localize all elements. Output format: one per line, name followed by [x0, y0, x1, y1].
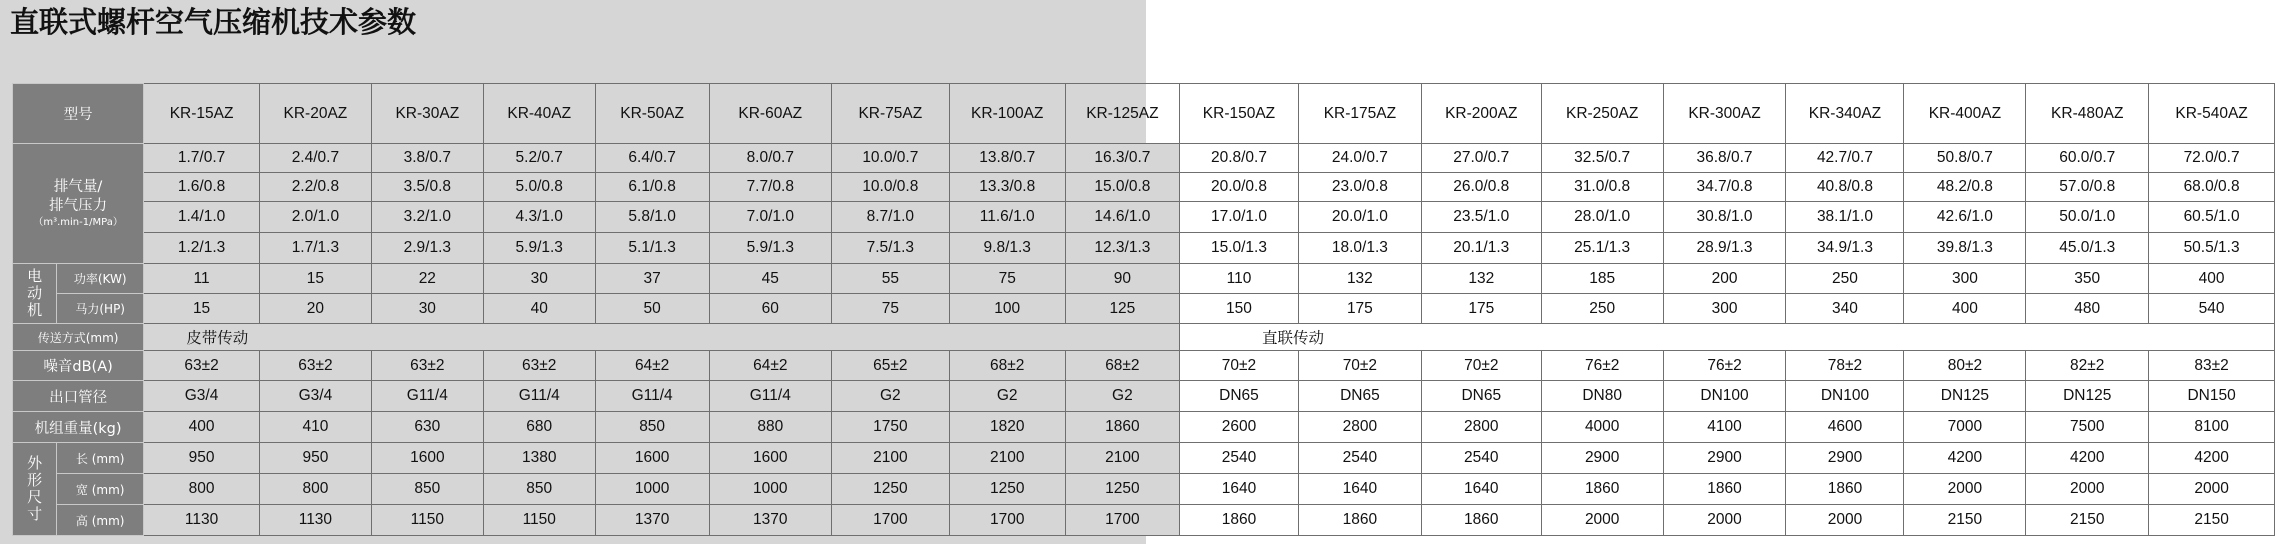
flow-pressure-cell: 50.0/1.0: [2026, 202, 2149, 233]
outlet-cell: DN100: [1786, 381, 1904, 412]
horsepower-cell: 60: [709, 294, 831, 324]
table-header-row: [13, 84, 2275, 144]
noise-cell: 70±2: [1298, 351, 1421, 381]
power-cell: 75: [949, 264, 1065, 294]
flow-pressure-cell: 1.6/0.8: [144, 173, 260, 202]
flow-pressure-cell: 72.0/0.7: [2149, 144, 2275, 173]
outlet-cell: G2: [1065, 381, 1179, 412]
height-label: 高 (mm): [57, 505, 144, 536]
dimension-char: 形: [27, 471, 43, 489]
noise-cell: 82±2: [2026, 351, 2149, 381]
flow-pressure-cell: 20.1/1.3: [1421, 233, 1541, 264]
flow-pressure-cell: 68.0/0.8: [2149, 173, 2275, 202]
model-header: KR-200AZ: [1421, 84, 1541, 144]
flow-pressure-cell: 24.0/0.7: [1298, 144, 1421, 173]
width-cell: 1860: [1786, 474, 1904, 505]
flow-label-line1: 排气量/: [53, 179, 103, 195]
height-cell: 2150: [2149, 505, 2275, 536]
flow-pressure-cell: 18.0/1.3: [1298, 233, 1421, 264]
flow-pressure-cell: 1.7/0.7: [144, 144, 260, 173]
height-cell: 2150: [1904, 505, 2026, 536]
height-cell: 1370: [595, 505, 709, 536]
model-header: KR-400AZ: [1904, 84, 2026, 144]
model-header: KR-480AZ: [2026, 84, 2149, 144]
power-cell: 90: [1065, 264, 1179, 294]
flow-pressure-cell: 13.3/0.8: [949, 173, 1065, 202]
flow-pressure-cell: 6.1/0.8: [595, 173, 709, 202]
motor-char: 机: [27, 301, 43, 319]
length-cell: 2900: [1541, 443, 1663, 474]
weight-cell: 1820: [949, 412, 1065, 443]
flow-pressure-cell: 20.8/0.7: [1179, 144, 1298, 173]
width-row: [13, 474, 2275, 505]
power-cell: 250: [1786, 264, 1904, 294]
width-cell: 1640: [1421, 474, 1541, 505]
model-header: KR-100AZ: [949, 84, 1065, 144]
flow-pressure-cell: 3.5/0.8: [371, 173, 483, 202]
noise-cell: 78±2: [1786, 351, 1904, 381]
flow-pressure-cell: 10.0/0.8: [832, 173, 950, 202]
flow-pressure-row: [13, 202, 2275, 233]
flow-label-line2: 排气压力: [49, 198, 108, 214]
belt-drive-cell: 皮带传动: [144, 324, 1180, 351]
outlet-cell: DN65: [1298, 381, 1421, 412]
weight-cell: 4100: [1663, 412, 1786, 443]
outlet-label: 出口管径: [13, 381, 144, 412]
width-cell: 1250: [832, 474, 950, 505]
flow-pressure-cell: 42.7/0.7: [1786, 144, 1904, 173]
horsepower-cell: 340: [1786, 294, 1904, 324]
outlet-cell: DN125: [1904, 381, 2026, 412]
width-cell: 2000: [2026, 474, 2149, 505]
flow-pressure-cell: 23.5/1.0: [1421, 202, 1541, 233]
flow-pressure-row: [13, 233, 2275, 264]
length-cell: 2540: [1179, 443, 1298, 474]
page-title: 直联式螺杆空气压缩机技术参数: [10, 5, 417, 39]
horsepower-cell: 480: [2026, 294, 2149, 324]
horsepower-cell: 100: [949, 294, 1065, 324]
weight-cell: 8100: [2149, 412, 2275, 443]
width-cell: 2000: [1904, 474, 2026, 505]
height-cell: 1130: [259, 505, 371, 536]
weight-cell: 2800: [1298, 412, 1421, 443]
height-cell: 1700: [1065, 505, 1179, 536]
power-cell: 11: [144, 264, 260, 294]
length-cell: 2100: [832, 443, 950, 474]
flow-pressure-cell: 16.3/0.7: [1065, 144, 1179, 173]
height-cell: 1150: [483, 505, 595, 536]
outlet-cell: G2: [832, 381, 950, 412]
weight-cell: 880: [709, 412, 831, 443]
flow-pressure-cell: 5.2/0.7: [483, 144, 595, 173]
horsepower-cell: 175: [1421, 294, 1541, 324]
height-cell: 1700: [832, 505, 950, 536]
flow-pressure-cell: 17.0/1.0: [1179, 202, 1298, 233]
model-header: KR-175AZ: [1298, 84, 1421, 144]
noise-cell: 63±2: [259, 351, 371, 381]
power-cell: 300: [1904, 264, 2026, 294]
horsepower-cell: 30: [371, 294, 483, 324]
length-label: 长 (mm): [57, 443, 144, 474]
height-cell: 2000: [1663, 505, 1786, 536]
height-cell: 1860: [1179, 505, 1298, 536]
flow-pressure-cell: 5.1/1.3: [595, 233, 709, 264]
flow-pressure-cell: 3.8/0.7: [371, 144, 483, 173]
model-header: KR-60AZ: [709, 84, 831, 144]
length-cell: 2100: [949, 443, 1065, 474]
motor-power-row: [13, 264, 2275, 294]
weight-cell: 680: [483, 412, 595, 443]
length-cell: 2540: [1298, 443, 1421, 474]
flow-pressure-row: [13, 144, 2275, 173]
flow-pressure-cell: 14.6/1.0: [1065, 202, 1179, 233]
flow-pressure-cell: 20.0/1.0: [1298, 202, 1421, 233]
dimension-char: 尺: [27, 488, 43, 506]
power-cell: 110: [1179, 264, 1298, 294]
weight-cell: 2600: [1179, 412, 1298, 443]
height-cell: 2000: [1786, 505, 1904, 536]
model-header: KR-40AZ: [483, 84, 595, 144]
flow-pressure-cell: 1.2/1.3: [144, 233, 260, 264]
width-cell: 1250: [949, 474, 1065, 505]
length-cell: 4200: [2149, 443, 2275, 474]
width-cell: 1250: [1065, 474, 1179, 505]
motor-char: 电: [27, 267, 43, 285]
weight-cell: 4000: [1541, 412, 1663, 443]
width-cell: 1640: [1179, 474, 1298, 505]
flow-pressure-cell: 36.8/0.7: [1663, 144, 1786, 173]
power-cell: 400: [2149, 264, 2275, 294]
power-cell: 45: [709, 264, 831, 294]
model-header: KR-340AZ: [1786, 84, 1904, 144]
flow-pressure-cell: 40.8/0.8: [1786, 173, 1904, 202]
flow-pressure-cell: 15.0/1.3: [1179, 233, 1298, 264]
flow-pressure-cell: 2.9/1.3: [371, 233, 483, 264]
motor-horsepower-row: [13, 294, 2275, 324]
flow-pressure-cell: 9.8/1.3: [949, 233, 1065, 264]
horsepower-cell: 175: [1298, 294, 1421, 324]
transmission-label: 传送方式(mm): [13, 324, 144, 351]
noise-label: 噪音dB(A): [13, 351, 144, 381]
length-cell: 4200: [2026, 443, 2149, 474]
flow-pressure-cell: 13.8/0.7: [949, 144, 1065, 173]
flow-pressure-row: [13, 173, 2275, 202]
weight-cell: 400: [144, 412, 260, 443]
width-cell: 800: [144, 474, 260, 505]
width-label: 宽 (mm): [57, 474, 144, 505]
model-header: KR-30AZ: [371, 84, 483, 144]
power-cell: 132: [1421, 264, 1541, 294]
length-cell: 2540: [1421, 443, 1541, 474]
outlet-cell: DN65: [1179, 381, 1298, 412]
outlet-cell: DN65: [1421, 381, 1541, 412]
flow-pressure-cell: 5.9/1.3: [483, 233, 595, 264]
noise-cell: 63±2: [371, 351, 483, 381]
weight-cell: 1860: [1065, 412, 1179, 443]
flow-pressure-cell: 8.7/1.0: [832, 202, 950, 233]
flow-pressure-cell: 6.4/0.7: [595, 144, 709, 173]
length-row: [13, 443, 2275, 474]
outlet-cell: DN125: [2026, 381, 2149, 412]
weight-cell: 4600: [1786, 412, 1904, 443]
width-cell: 1860: [1541, 474, 1663, 505]
flow-pressure-cell: 7.7/0.8: [709, 173, 831, 202]
height-cell: 1150: [371, 505, 483, 536]
flow-pressure-cell: 3.2/1.0: [371, 202, 483, 233]
weight-cell: 7000: [1904, 412, 2026, 443]
flow-pressure-cell: 2.2/0.8: [259, 173, 371, 202]
flow-pressure-cell: 10.0/0.7: [832, 144, 950, 173]
height-cell: 1130: [144, 505, 260, 536]
flow-pressure-cell: 45.0/1.3: [2026, 233, 2149, 264]
flow-pressure-cell: 15.0/0.8: [1065, 173, 1179, 202]
noise-cell: 68±2: [949, 351, 1065, 381]
flow-pressure-cell: 39.8/1.3: [1904, 233, 2026, 264]
model-header: KR-20AZ: [259, 84, 371, 144]
flow-pressure-cell: 50.5/1.3: [2149, 233, 2275, 264]
noise-cell: 64±2: [595, 351, 709, 381]
horsepower-cell: 15: [144, 294, 260, 324]
flow-pressure-cell: 57.0/0.8: [2026, 173, 2149, 202]
outlet-cell: G3/4: [259, 381, 371, 412]
power-cell: 30: [483, 264, 595, 294]
height-cell: 2150: [2026, 505, 2149, 536]
model-header: KR-50AZ: [595, 84, 709, 144]
horsepower-cell: 150: [1179, 294, 1298, 324]
length-cell: 4200: [1904, 443, 2026, 474]
width-cell: 1000: [709, 474, 831, 505]
noise-cell: 63±2: [144, 351, 260, 381]
flow-pressure-cell: 31.0/0.8: [1541, 173, 1663, 202]
flow-pressure-cell: 60.5/1.0: [2149, 202, 2275, 233]
outlet-row: [13, 381, 2275, 412]
noise-cell: 76±2: [1541, 351, 1663, 381]
outlet-cell: G11/4: [371, 381, 483, 412]
width-cell: 800: [259, 474, 371, 505]
flow-pressure-cell: 26.0/0.8: [1421, 173, 1541, 202]
width-cell: 1000: [595, 474, 709, 505]
power-cell: 185: [1541, 264, 1663, 294]
outlet-cell: G11/4: [483, 381, 595, 412]
model-header: KR-75AZ: [832, 84, 950, 144]
outlet-cell: DN150: [2149, 381, 2275, 412]
noise-cell: 65±2: [832, 351, 950, 381]
height-row: [13, 505, 2275, 536]
flow-pressure-cell: 23.0/0.8: [1298, 173, 1421, 202]
length-cell: 1600: [709, 443, 831, 474]
height-cell: 1860: [1298, 505, 1421, 536]
length-cell: 2900: [1663, 443, 1786, 474]
noise-cell: 76±2: [1663, 351, 1786, 381]
flow-pressure-cell: 4.3/1.0: [483, 202, 595, 233]
flow-pressure-label: [13, 144, 144, 264]
weight-cell: 2800: [1421, 412, 1541, 443]
noise-cell: 64±2: [709, 351, 831, 381]
model-header: KR-15AZ: [144, 84, 260, 144]
power-cell: 55: [832, 264, 950, 294]
flow-unit-label: （m³.min-1/MPa）: [33, 217, 123, 228]
motor-char: 动: [27, 284, 43, 302]
horsepower-cell: 75: [832, 294, 950, 324]
motor-label: [13, 264, 57, 324]
transmission-row: [13, 324, 2275, 351]
outlet-cell: G11/4: [709, 381, 831, 412]
width-cell: 1640: [1298, 474, 1421, 505]
flow-pressure-cell: 38.1/1.0: [1786, 202, 1904, 233]
horsepower-cell: 50: [595, 294, 709, 324]
weight-cell: 410: [259, 412, 371, 443]
noise-row: [13, 351, 2275, 381]
outlet-cell: DN100: [1663, 381, 1786, 412]
weight-cell: 850: [595, 412, 709, 443]
model-header: KR-540AZ: [2149, 84, 2275, 144]
horsepower-cell: 250: [1541, 294, 1663, 324]
power-cell: 350: [2026, 264, 2149, 294]
dimension-label: [13, 443, 57, 536]
flow-pressure-cell: 25.1/1.3: [1541, 233, 1663, 264]
flow-pressure-cell: 32.5/0.7: [1541, 144, 1663, 173]
outlet-cell: G11/4: [595, 381, 709, 412]
width-cell: 1860: [1663, 474, 1786, 505]
dimension-char: 寸: [27, 505, 43, 523]
noise-cell: 80±2: [1904, 351, 2026, 381]
flow-pressure-cell: 60.0/0.7: [2026, 144, 2149, 173]
horsepower-cell: 40: [483, 294, 595, 324]
flow-pressure-cell: 8.0/0.7: [709, 144, 831, 173]
flow-pressure-cell: 42.6/1.0: [1904, 202, 2026, 233]
model-label: 型号: [13, 84, 144, 144]
weight-cell: 7500: [2026, 412, 2149, 443]
flow-pressure-cell: 5.8/1.0: [595, 202, 709, 233]
flow-pressure-cell: 28.9/1.3: [1663, 233, 1786, 264]
width-cell: 850: [483, 474, 595, 505]
horsepower-cell: 300: [1663, 294, 1786, 324]
flow-pressure-cell: 50.8/0.7: [1904, 144, 2026, 173]
horsepower-cell: 20: [259, 294, 371, 324]
height-cell: 2000: [1541, 505, 1663, 536]
length-cell: 1600: [595, 443, 709, 474]
outlet-cell: DN80: [1541, 381, 1663, 412]
noise-cell: 70±2: [1179, 351, 1298, 381]
height-cell: 1860: [1421, 505, 1541, 536]
flow-pressure-cell: 34.9/1.3: [1786, 233, 1904, 264]
dimension-char: 外: [27, 454, 43, 472]
flow-pressure-cell: 7.0/1.0: [709, 202, 831, 233]
model-header: KR-150AZ: [1179, 84, 1298, 144]
power-cell: 22: [371, 264, 483, 294]
model-header: KR-125AZ: [1065, 84, 1179, 144]
flow-pressure-cell: 12.3/1.3: [1065, 233, 1179, 264]
length-cell: 1380: [483, 443, 595, 474]
noise-cell: 68±2: [1065, 351, 1179, 381]
flow-pressure-cell: 34.7/0.8: [1663, 173, 1786, 202]
power-cell: 132: [1298, 264, 1421, 294]
spec-table: [12, 83, 2275, 536]
horsepower-cell: 400: [1904, 294, 2026, 324]
length-cell: 950: [144, 443, 260, 474]
flow-pressure-cell: 5.0/0.8: [483, 173, 595, 202]
weight-row: [13, 412, 2275, 443]
weight-cell: 1750: [832, 412, 950, 443]
length-cell: 2900: [1786, 443, 1904, 474]
horsepower-cell: 540: [2149, 294, 2275, 324]
flow-pressure-cell: 28.0/1.0: [1541, 202, 1663, 233]
model-header: KR-300AZ: [1663, 84, 1786, 144]
horsepower-cell: 125: [1065, 294, 1179, 324]
weight-cell: 630: [371, 412, 483, 443]
flow-pressure-cell: 48.2/0.8: [1904, 173, 2026, 202]
width-cell: 850: [371, 474, 483, 505]
width-cell: 2000: [2149, 474, 2275, 505]
flow-pressure-cell: 11.6/1.0: [949, 202, 1065, 233]
outlet-cell: G2: [949, 381, 1065, 412]
power-cell: 37: [595, 264, 709, 294]
flow-pressure-cell: 2.0/1.0: [259, 202, 371, 233]
power-cell: 15: [259, 264, 371, 294]
height-cell: 1700: [949, 505, 1065, 536]
flow-pressure-cell: 27.0/0.7: [1421, 144, 1541, 173]
flow-pressure-cell: 20.0/0.8: [1179, 173, 1298, 202]
weight-label: 机组重量(kg): [13, 412, 144, 443]
direct-drive-cell: 直联传动: [1179, 324, 2274, 351]
flow-pressure-cell: 30.8/1.0: [1663, 202, 1786, 233]
noise-cell: 70±2: [1421, 351, 1541, 381]
flow-pressure-cell: 1.4/1.0: [144, 202, 260, 233]
length-cell: 950: [259, 443, 371, 474]
length-cell: 1600: [371, 443, 483, 474]
flow-pressure-cell: 2.4/0.7: [259, 144, 371, 173]
horsepower-label: 马力(HP): [57, 294, 144, 324]
power-label: 功率(KW): [57, 264, 144, 294]
flow-pressure-cell: 7.5/1.3: [832, 233, 950, 264]
length-cell: 2100: [1065, 443, 1179, 474]
flow-pressure-cell: 5.9/1.3: [709, 233, 831, 264]
power-cell: 200: [1663, 264, 1786, 294]
noise-cell: 63±2: [483, 351, 595, 381]
outlet-cell: G3/4: [144, 381, 260, 412]
flow-pressure-cell: 1.7/1.3: [259, 233, 371, 264]
noise-cell: 83±2: [2149, 351, 2275, 381]
model-header: KR-250AZ: [1541, 84, 1663, 144]
height-cell: 1370: [709, 505, 831, 536]
